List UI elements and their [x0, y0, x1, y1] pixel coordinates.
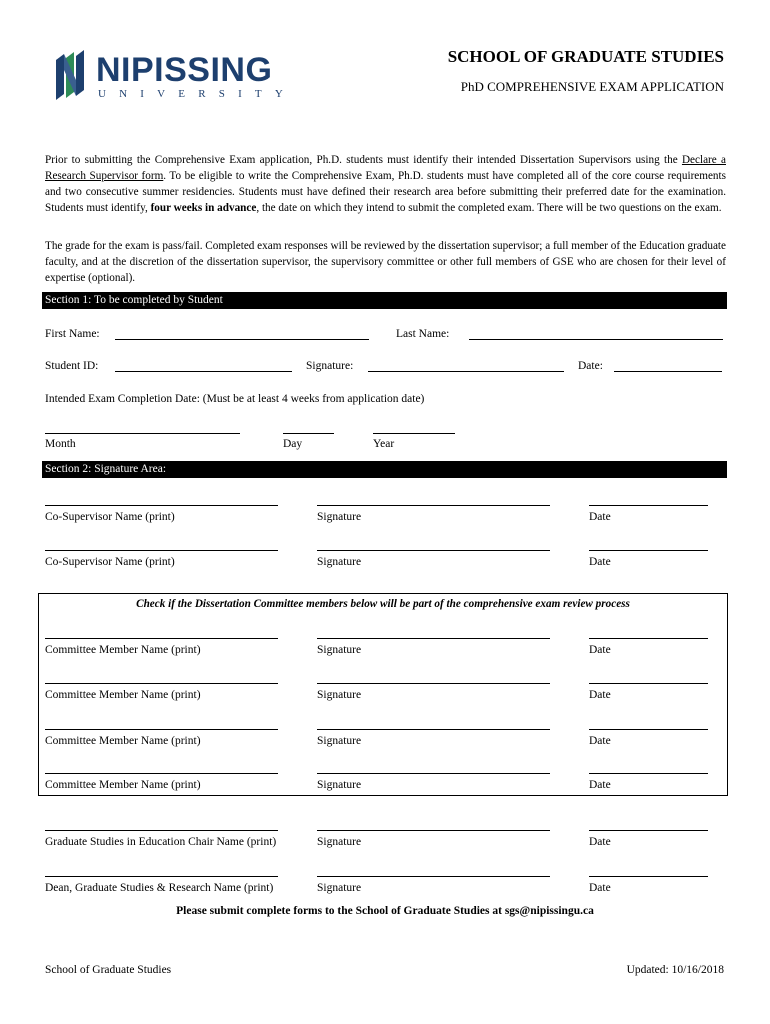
chair-name-field[interactable] [45, 830, 278, 831]
committee-name-field[interactable] [45, 683, 278, 684]
committee-member-label: Committee Member Name (print) [45, 779, 201, 791]
signature-label: Signature [317, 779, 362, 791]
date-label: Date [589, 882, 611, 894]
page-title: SCHOOL OF GRADUATE STUDIES [447, 47, 724, 66]
university-logo [52, 50, 296, 102]
co-supervisor-name-field[interactable] [45, 550, 278, 551]
committee-signature-field[interactable] [317, 773, 550, 774]
signature-label: Signature [317, 882, 362, 894]
date-label: Date [589, 836, 611, 848]
committee-member-label: Committee Member Name (print) [45, 689, 201, 701]
last-name-label: Last Name: [396, 328, 450, 340]
logo-emblem-icon [52, 50, 92, 102]
month-field[interactable] [45, 433, 240, 434]
signature-label: Signature [317, 644, 362, 656]
date-label: Date [589, 511, 611, 523]
date-label: Date [589, 689, 611, 701]
committee-date-field[interactable] [589, 638, 708, 639]
first-name-label: First Name: [45, 328, 100, 340]
date-label: Date [589, 735, 611, 747]
section-1-header: Section 1: To be completed by Student [42, 292, 727, 309]
month-label: Month [45, 438, 76, 450]
co-supervisor-label: Co-Supervisor Name (print) [45, 511, 175, 523]
signature-label: Signature [317, 735, 362, 747]
dean-label: Dean, Graduate Studies & Research Name (print) [45, 882, 274, 894]
co-supervisor-date-field[interactable] [589, 505, 708, 506]
year-label: Year [373, 438, 395, 450]
signature-label: Signature [317, 689, 362, 701]
chair-date-field[interactable] [589, 830, 708, 831]
date-label: Date [589, 556, 611, 568]
signature-label: Signature [317, 836, 362, 848]
submit-note: Please submit complete forms to the School of Graduate Studies at sgs@nipissingu.ca [176, 905, 594, 917]
last-name-field[interactable] [469, 339, 723, 340]
date-label: Date [589, 779, 611, 791]
student-id-field[interactable] [115, 371, 292, 372]
footer-updated: Updated: 10/16/2018 [626, 964, 724, 976]
co-supervisor-date-field[interactable] [589, 550, 708, 551]
chair-signature-field[interactable] [317, 830, 550, 831]
co-supervisor-signature-field[interactable] [317, 550, 550, 551]
committee-check-note[interactable]: Check if the Dissertation Committee members below will be part of the comprehensive exam review process [136, 598, 630, 610]
signature-label: Signature [317, 511, 362, 523]
co-supervisor-signature-field[interactable] [317, 505, 550, 506]
committee-signature-field[interactable] [317, 638, 550, 639]
section-2-header: Section 2: Signature Area: [42, 461, 727, 478]
day-field[interactable] [283, 433, 334, 434]
committee-date-field[interactable] [589, 729, 708, 730]
declare-supervisor-link[interactable]: Declare a Research Supervisor form [45, 154, 726, 182]
logo-name: NIPISSING [96, 51, 273, 89]
date-label: Date: [578, 360, 603, 372]
committee-member-label: Committee Member Name (print) [45, 735, 201, 747]
committee-signature-field[interactable] [317, 729, 550, 730]
signature-label: Signature [317, 556, 362, 568]
page-subtitle: PhD COMPREHENSIVE EXAM APPLICATION [460, 79, 724, 94]
committee-date-field[interactable] [589, 773, 708, 774]
year-field[interactable] [373, 433, 455, 434]
co-supervisor-name-field[interactable] [45, 505, 278, 506]
committee-date-field[interactable] [589, 683, 708, 684]
footer-left: School of Graduate Studies [45, 964, 172, 976]
intro-paragraph-2: The grade for the exam is pass/fail. Completed exam responses will be reviewed by the dissertation supervisor; a full member of the Education graduate faculty, and at the discretion of the dissertation supervisor, the supervisory committee or other full members of GSE who are chosen for their level of expertise (optional). [45, 240, 726, 284]
dean-date-field[interactable] [589, 876, 708, 877]
student-signature-field[interactable] [368, 371, 564, 372]
first-name-field[interactable] [115, 339, 369, 340]
committee-signature-field[interactable] [317, 683, 550, 684]
day-label: Day [283, 438, 303, 450]
intro-paragraph-1: Prior to submitting the Comprehensive Exam application, Ph.D. students must identify their intended Dissertation Supervisors using the Declare a Research Supervisor form. To be eligible to write the Comprehensive Exam, Ph.D. students must have completed all of the core course requirements and two consecutive summer residencies. Students must have defined their research area before submitting their preferred date for the examination. Students must identify, four weeks in advance, the date on which they intend to submit the completed exam. There will be two questions on the exam. [45, 154, 726, 214]
committee-name-field[interactable] [45, 638, 278, 639]
committee-name-field[interactable] [45, 729, 278, 730]
logo-subtitle: UNIVERSITY [98, 88, 296, 100]
co-supervisor-label: Co-Supervisor Name (print) [45, 556, 175, 568]
signature-label: Signature: [306, 360, 354, 372]
student-id-label: Student ID: [45, 360, 99, 372]
dean-signature-field[interactable] [317, 876, 550, 877]
committee-name-field[interactable] [45, 773, 278, 774]
date-label: Date [589, 644, 611, 656]
student-date-field[interactable] [614, 371, 722, 372]
committee-member-label: Committee Member Name (print) [45, 644, 201, 656]
dean-name-field[interactable] [45, 876, 278, 877]
completion-date-label: Intended Exam Completion Date: (Must be at least 4 weeks from application date) [45, 393, 425, 405]
chair-label: Graduate Studies in Education Chair Name (print) [45, 836, 277, 848]
